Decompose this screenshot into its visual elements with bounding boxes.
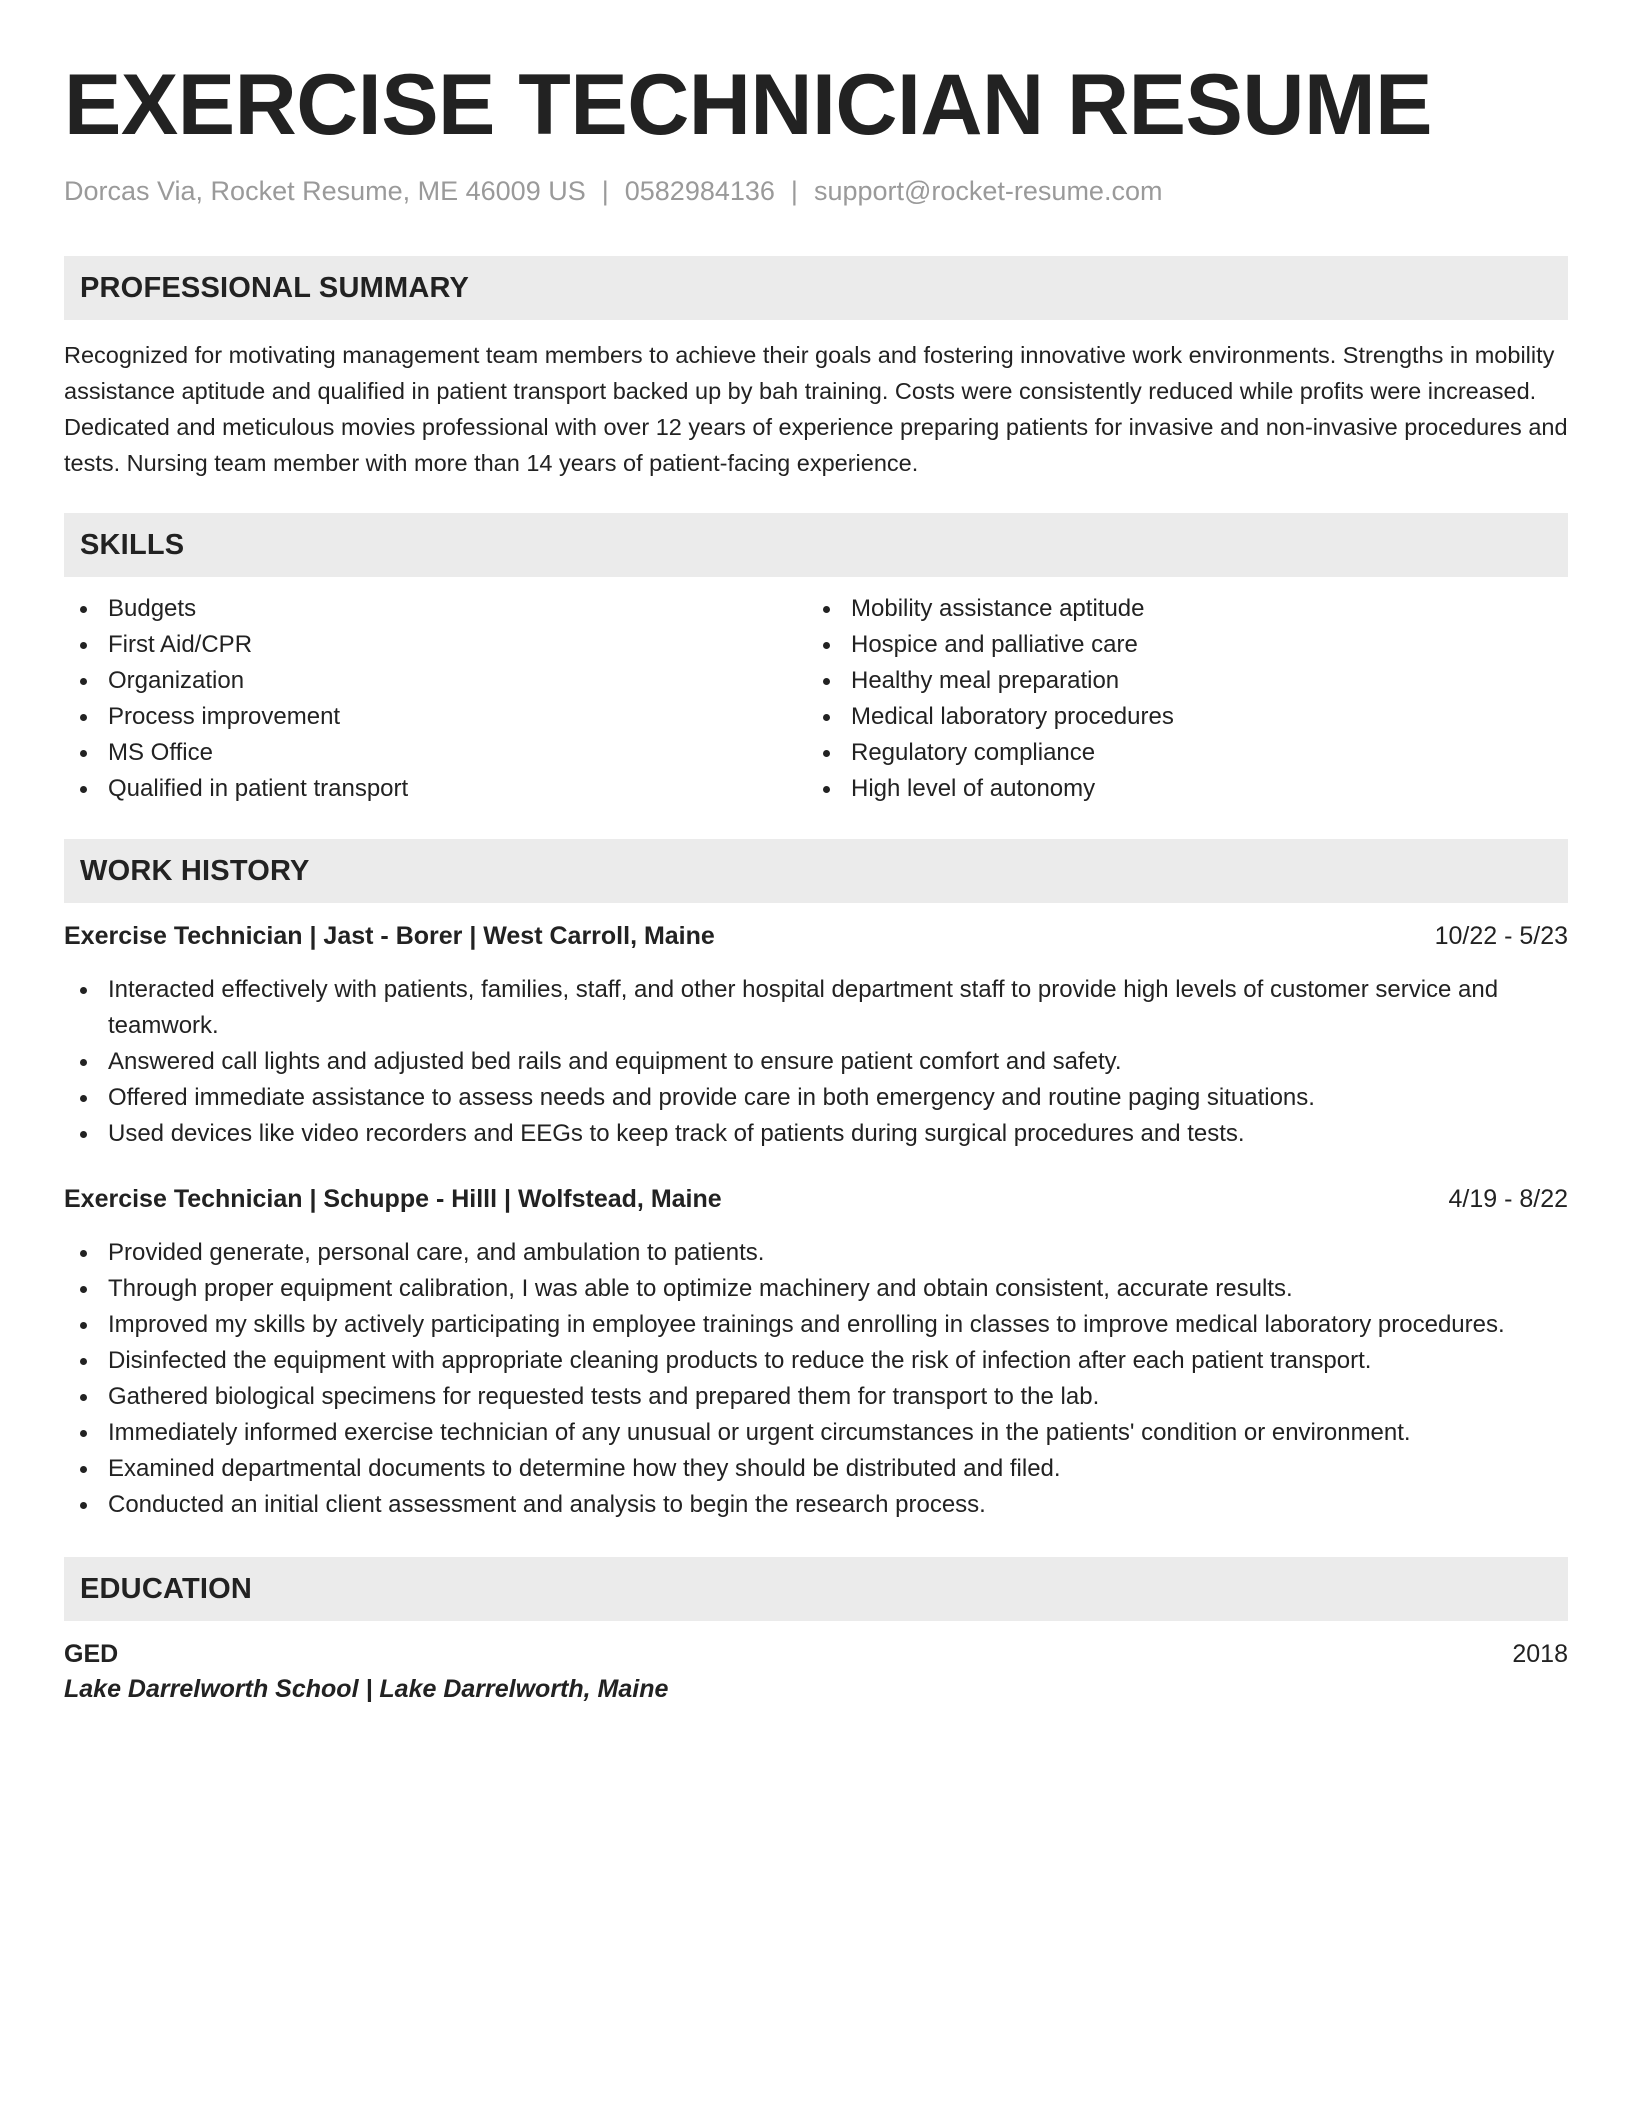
job-bullet: Immediately informed exercise technician of any unusual or urgent circumstances in the patients' condition or environment. — [64, 1415, 1568, 1451]
education-year: 2018 — [1512, 1640, 1568, 1668]
skill-item: Organization — [64, 663, 807, 699]
job-dates: 4/19 - 8/22 — [1448, 1185, 1568, 1213]
skill-item: MS Office — [64, 735, 807, 771]
contact-email: support@rocket-resume.com — [813, 176, 1163, 206]
skills-list-right — [807, 591, 1550, 807]
summary-heading: PROFESSIONAL SUMMARY — [64, 256, 1568, 320]
job-bullet: Answered call lights and adjusted bed rails and equipment to ensure patient comfort and safety. — [64, 1044, 1568, 1080]
work-history-section — [64, 839, 1568, 1523]
job-bullet: Improved my skills by actively participating in employee trainings and enrolling in classes to improve medical laboratory procedures. — [64, 1307, 1568, 1343]
job-bullet: Through proper equipment calibration, I was able to optimize machinery and obtain consistent, accurate results. — [64, 1271, 1568, 1307]
job-bullet: Conducted an initial client assessment and analysis to begin the research process. — [64, 1487, 1568, 1523]
skill-item: Mobility assistance aptitude — [807, 591, 1550, 627]
job-bullet: Offered immediate assistance to assess needs and provide care in both emergency and routine paging situations. — [64, 1080, 1568, 1116]
skill-item: Healthy meal preparation — [807, 663, 1550, 699]
contact-phone: 0582984136 — [624, 176, 775, 206]
resume-title: EXERCISE TECHNICIAN RESUME — [64, 57, 1432, 153]
education-degree: GED — [64, 1640, 119, 1668]
skills-heading: SKILLS — [64, 513, 1568, 577]
contact-address: Dorcas Via, Rocket Resume, ME 46009 US — [64, 176, 586, 206]
skill-item: Process improvement — [64, 699, 807, 735]
job-bullet: Used devices like video recorders and EEGs to keep track of patients during surgical procedures and tests. — [64, 1116, 1568, 1152]
contact-separator: | — [601, 176, 609, 206]
work-history-heading: WORK HISTORY — [64, 839, 1568, 903]
skill-item: High level of autonomy — [807, 771, 1550, 807]
job-title: Exercise Technician | Schuppe - Hilll | Wolfstead, Maine — [64, 1185, 722, 1213]
job-entry — [64, 919, 1568, 1152]
job-dates: 10/22 - 5/23 — [1434, 922, 1568, 950]
skill-item: Regulatory compliance — [807, 735, 1550, 771]
skills-section — [64, 513, 1568, 807]
job-title: Exercise Technician | Jast - Borer | West Carroll, Maine — [64, 922, 715, 950]
skills-list-left — [64, 591, 807, 807]
job-header — [64, 1182, 1568, 1216]
skill-item: Budgets — [64, 591, 807, 627]
skill-item: Qualified in patient transport — [64, 771, 807, 807]
job-entry — [64, 1182, 1568, 1523]
skills-columns — [64, 591, 1568, 807]
summary-section — [64, 256, 1568, 481]
education-heading: EDUCATION — [64, 1557, 1568, 1621]
education-section — [64, 1557, 1568, 1707]
job-bullets — [64, 1235, 1568, 1523]
job-bullets — [64, 972, 1568, 1152]
job-header — [64, 919, 1568, 953]
contact-separator: | — [790, 176, 798, 206]
job-bullet: Gathered biological specimens for requested tests and prepared them for transport to the lab. — [64, 1379, 1568, 1415]
contact-line — [64, 174, 1568, 208]
skill-item: Medical laboratory procedures — [807, 699, 1550, 735]
job-bullet: Provided generate, personal care, and ambulation to patients. — [64, 1235, 1568, 1271]
summary-text: Recognized for motivating management team members to achieve their goals and fostering innovative work environments. Strengths in mobility assistance aptitude and qualified in patient transport backed up by bah training. Costs were consistently reduced while profits were increased. Dedicated and meticulous movies professional with over 12 years of experience preparing patients for invasive and non-invasive procedures and tests. Nursing team member with more than 14 years of patient-facing experience. — [64, 342, 1568, 476]
skill-item: First Aid/CPR — [64, 627, 807, 663]
education-header — [64, 1637, 1568, 1671]
education-school: Lake Darrelworth School | Lake Darrelworth, Maine — [64, 1675, 669, 1703]
job-bullet: Interacted effectively with patients, families, staff, and other hospital department staff to provide high levels of customer service and teamwork. — [64, 972, 1568, 1044]
skill-item: Hospice and palliative care — [807, 627, 1550, 663]
job-bullet: Disinfected the equipment with appropriate cleaning products to reduce the risk of infection after each patient transport. — [64, 1343, 1568, 1379]
job-bullet: Examined departmental documents to determine how they should be distributed and filed. — [64, 1451, 1568, 1487]
